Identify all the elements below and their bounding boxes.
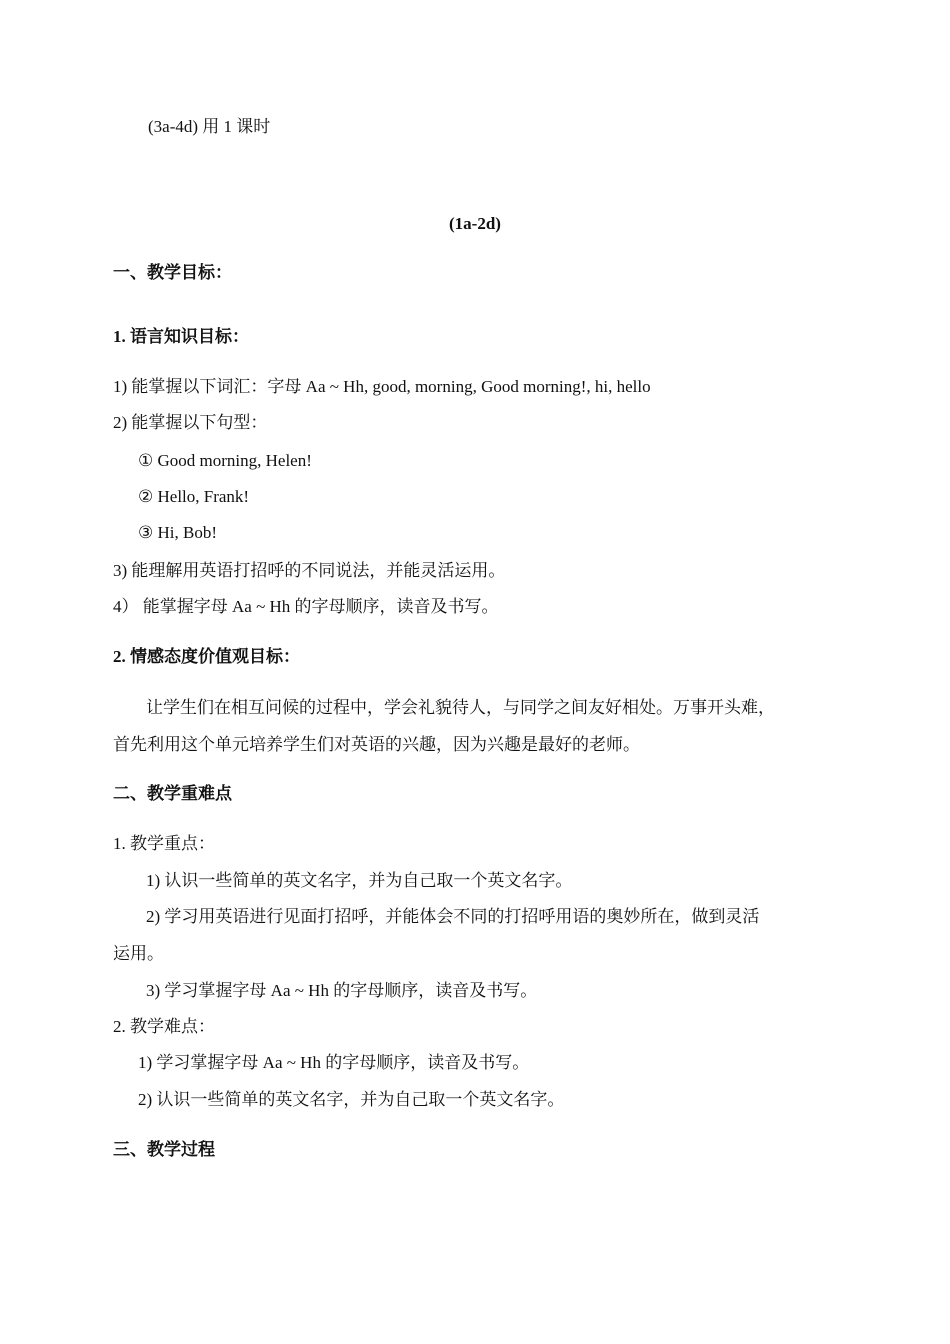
key-point-1: 1) 认识一些简单的英文名字，并为自己取一个英文名字。 [146, 871, 573, 890]
sentence-3: ③ Hi, Bob! [138, 523, 217, 542]
sentences-intro: 2) 能掌握以下句型： [113, 413, 268, 432]
sentence-1: ① Good morning, Helen! [138, 451, 312, 470]
subheading-language-goals: 1. 语言知识目标： [113, 327, 249, 346]
key-points-title: 1. 教学重点： [113, 834, 215, 853]
paragraph-line-2: 首先利用这个单元培养学生们对英语的兴趣，因为兴趣是最好的老师。 [113, 735, 640, 754]
key-point-2-line-2: 运用。 [113, 944, 164, 963]
difficult-point-2: 2) 认识一些简单的英文名字，并为自己取一个英文名字。 [138, 1090, 565, 1109]
difficult-point-1: 1) 学习掌握字母 Aa ~ Hh 的字母顺序，读音及书写。 [138, 1053, 530, 1072]
heading-teaching-process: 三、教学过程 [113, 1140, 215, 1159]
sentence-2: ② Hello, Frank! [138, 487, 250, 506]
heading-key-difficult: 二、教学重难点 [113, 784, 232, 803]
intro-line: (3a-4d) 用 1 课时 [148, 117, 271, 136]
key-point-3: 3) 学习掌握字母 Aa ~ Hh 的字母顺序，读音及书写。 [146, 981, 538, 1000]
paragraph-line-1: 让学生们在相互问候的过程中，学会礼貌待人，与同学之间友好相处。万事开头难， [146, 698, 775, 717]
heading-teaching-goals: 一、教学目标： [113, 263, 232, 282]
goal-item-3: 3) 能理解用英语打招呼的不同说法，并能灵活运用。 [113, 561, 506, 580]
goal-item-4: 4） 能掌握字母 Aa ~ Hh 的字母顺序，读音及书写。 [113, 597, 499, 616]
vocab-item: 1) 能掌握以下词汇：字母 Aa ~ Hh, good, morning, Good morning!, hi, hello [113, 377, 651, 396]
key-point-2-line-1: 2) 学习用英语进行见面打招呼，并能体会不同的打招呼用语的奥妙所在，做到灵活 [146, 907, 760, 926]
difficult-points-title: 2. 教学难点： [113, 1017, 215, 1036]
subheading-emotional-goals: 2. 情感态度价值观目标： [113, 647, 300, 666]
section-code: (1a-2d) [449, 214, 501, 233]
